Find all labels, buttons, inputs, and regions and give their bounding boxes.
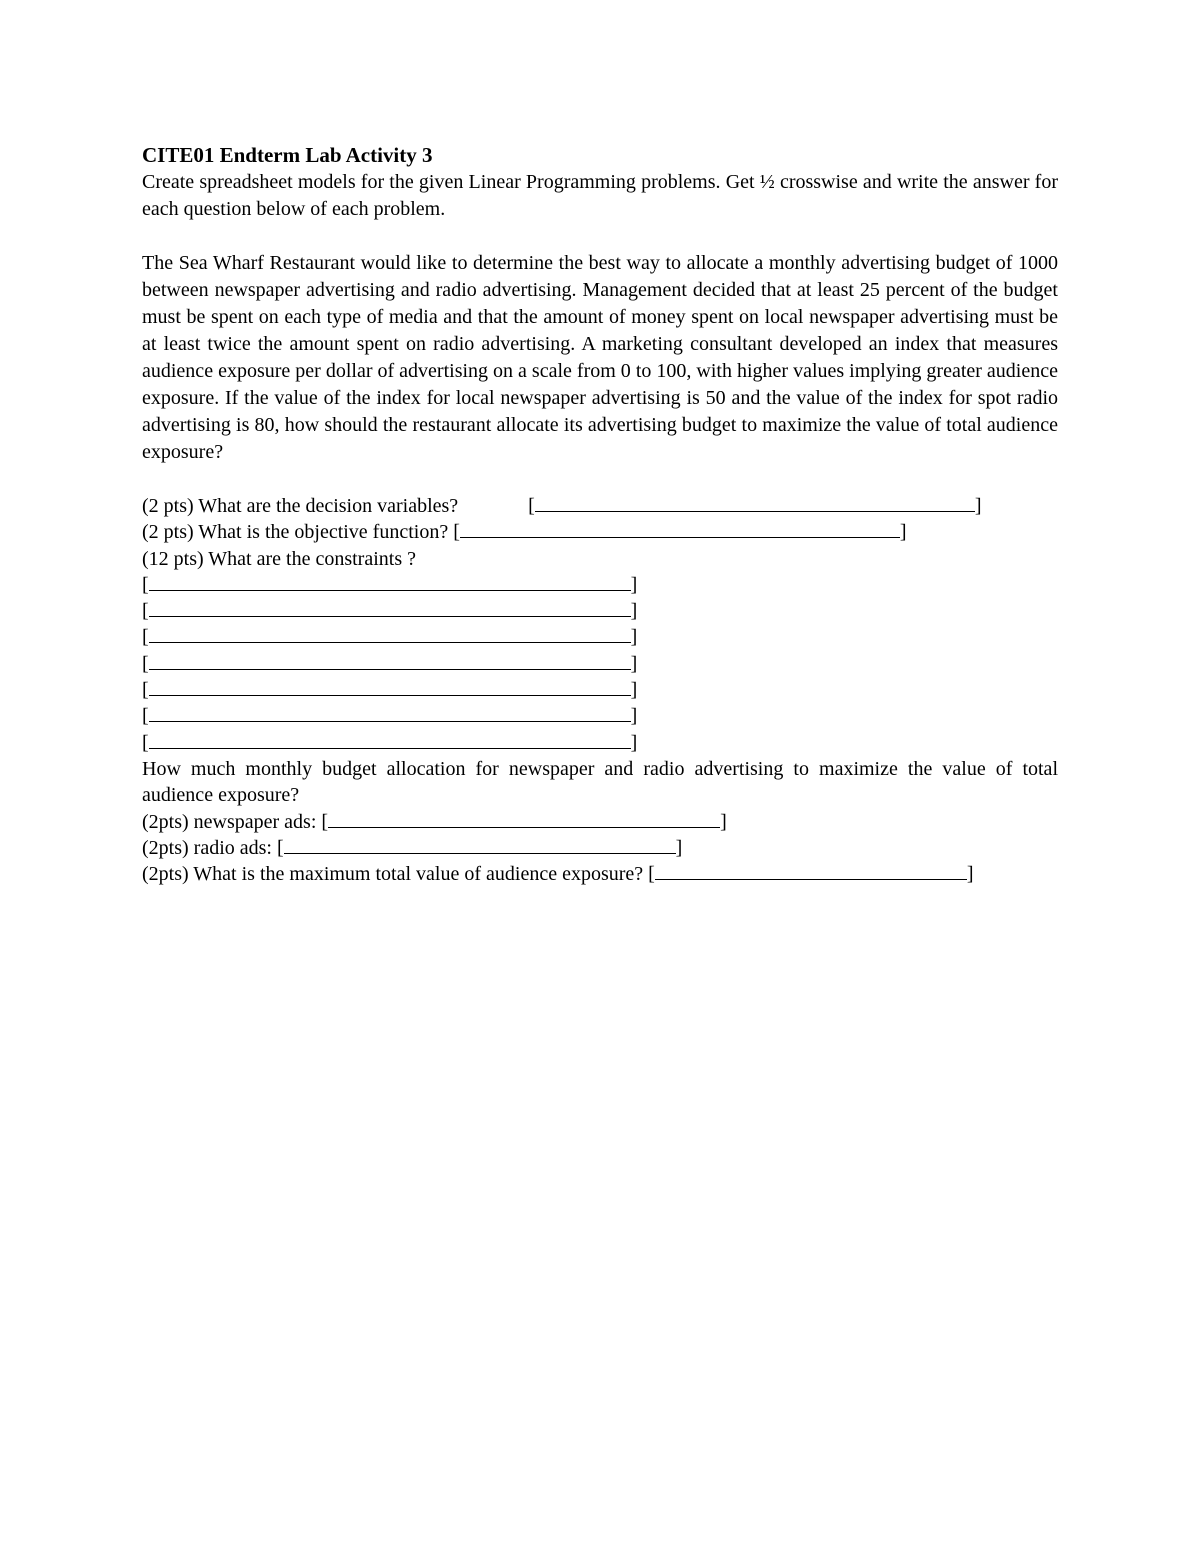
constraint-answer-line: [ ] [142, 573, 638, 596]
question-constraints [142, 546, 1058, 572]
allocation-question: How much monthly budget allocation for newspaper and radio advertising to maximize the value of total audience exposure? [142, 757, 1058, 807]
answer-blank[interactable] [284, 835, 676, 854]
answer-blank[interactable] [460, 519, 900, 538]
document-page [142, 142, 1058, 887]
constraint-answer-line: [ ] [142, 600, 638, 623]
question-newspaper-ads: (2pts) newspaper ads: [ ] [142, 810, 727, 833]
answer-blank[interactable] [149, 598, 631, 617]
answer-blank[interactable] [535, 493, 975, 512]
constraint-answer-line: [ ] [142, 679, 638, 702]
question-objective-function: (2 pts) What is the objective function? [ ] [142, 521, 907, 544]
answer-blank[interactable] [149, 572, 631, 591]
problem-text: The Sea Wharf Restaurant would like to determine the best way to allocate a monthly advertising budget of 1000 between newspaper advertising and radio advertising. Management decided that at least 25 percent of the budget must be spent on each type of media and that the amount of money spent on local newspaper advertising must be at least twice the amount spent on radio advertising. A marketing consultant developed an index that measures audience exposure per dollar of advertising on a scale from 0 to 100, with higher values implying greater audience exposure. If the value of the index for local newspaper advertising is 50 and the value of the index for spot radio advertising is 80, how should the restaurant allocate its advertising budget to maximize the value of total audience exposure? [142, 252, 1058, 463]
document-title: CITE01 Endterm Lab Activity 3 [142, 143, 433, 167]
spacer [142, 223, 1058, 250]
answer-blank[interactable] [149, 677, 631, 696]
spacer [142, 466, 1058, 493]
question-radio-ads: (2pts) radio ads: [ ] [142, 836, 683, 859]
answer-blank[interactable] [328, 809, 720, 828]
question-label: (2 pts) What are the decision variables? [142, 495, 459, 517]
constraint-answer-line: [ ] [142, 705, 638, 728]
constraint-answer-line: [ ] [142, 652, 638, 675]
question-label: (2pts) radio ads: [142, 836, 277, 859]
answer-blank[interactable] [149, 730, 631, 749]
question-label: (2 pts) What is the objective function? [142, 521, 454, 544]
constraint-answer-line: [ ] [142, 731, 638, 754]
question-label: (12 pts) What are the constraints ? [142, 547, 416, 570]
question-max-exposure: (2pts) What is the maximum total value of audience exposure? [ ] [142, 863, 974, 886]
question-label: (2pts) newspaper ads: [142, 810, 322, 833]
answer-blank[interactable] [655, 861, 967, 880]
constraint-answer-line: [ ] [142, 626, 638, 649]
answer-blank[interactable] [149, 651, 631, 670]
answer-blank[interactable] [149, 703, 631, 722]
answer-blank[interactable] [149, 624, 631, 643]
question-decision-variables: (2 pts) What are the decision variables? [ ] [142, 495, 982, 517]
instructions-text: Create spreadsheet models for the given Linear Programming problems. Get ½ crosswise and write the answer for each question below of each problem. [142, 171, 1058, 220]
question-label: (2pts) What is the maximum total value of audience exposure? [142, 863, 649, 886]
